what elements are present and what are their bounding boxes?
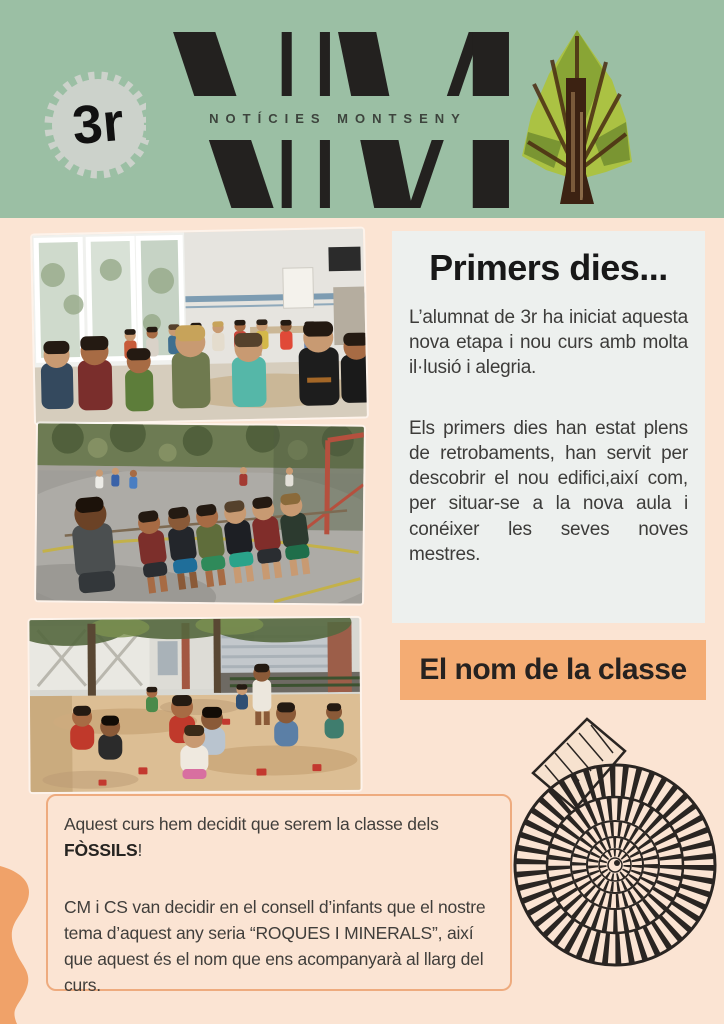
classroom-photo-illustration [32, 229, 367, 424]
grade-badge-label: 3r [69, 91, 127, 157]
sandbox-photo-illustration [29, 618, 360, 792]
photo-classroom [32, 229, 367, 424]
logo-subtitle: NOTÍCIES MONTSENY [209, 110, 467, 126]
class-name-banner [400, 640, 706, 700]
logo-band [146, 96, 530, 140]
fossil-note-box [46, 794, 512, 996]
masthead [0, 0, 724, 218]
article-paragraph-1: L’alumnat de 3r ha iniciat aquesta nova etapa i nou curs amb molta il·lusió i alegria. [409, 307, 688, 379]
note-intro-line [64, 811, 495, 864]
note-exclaim: ! [137, 840, 143, 861]
ammonite-fossil-icon [505, 703, 720, 993]
note-bold-word: FÒSSILS [64, 840, 138, 861]
note-intro-text: Aquest curs hem decidit que serem la classe dels [64, 814, 439, 834]
tree-collage-icon [514, 22, 640, 210]
nm-logo [152, 32, 524, 208]
photo-sandbox [29, 618, 360, 792]
note-paragraph: CM i CS van decidir en el consell d’infants que el nostre tema d’aquest any seria “ROQUES I MINERALS”, així que aquest és el nom que ens acompanyarà al llarg del curs. [64, 896, 486, 996]
corner-blob-decoration [0, 856, 52, 1024]
article-paragraph-2: Els primers dies han estat plens de retrobaments, han servit per descobrir el nou edifici,així com, per situar-se a la nova aula i conéixer les seves noves mestres. [409, 418, 688, 565]
article-primers-dies [392, 231, 705, 623]
photo-playground [36, 423, 364, 603]
class-name-banner-label: El nom de la classe [419, 653, 687, 686]
playground-photo-illustration [36, 423, 364, 603]
grade-badge [40, 68, 156, 182]
article-title: Primers dies... [429, 247, 668, 288]
